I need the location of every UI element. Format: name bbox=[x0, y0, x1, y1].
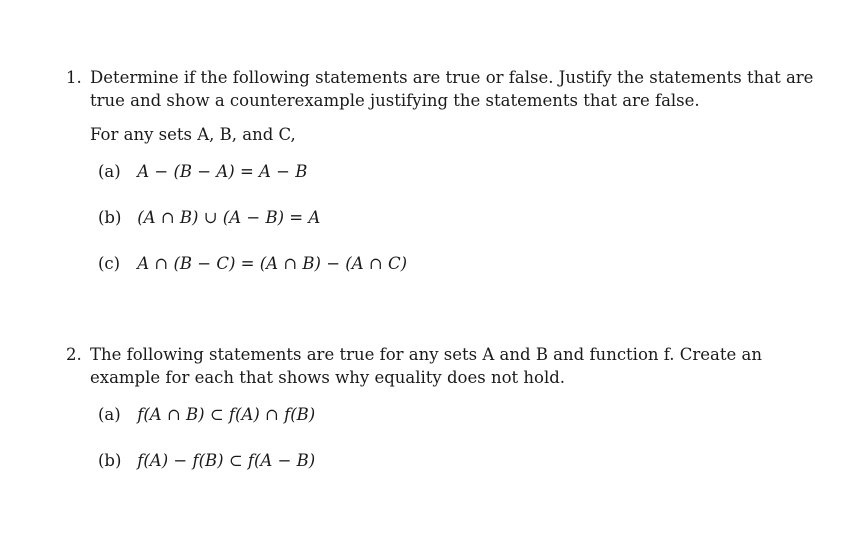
problem-1-item-a bbox=[98, 160, 806, 183]
problem-statement-line-1: Determine if the following statements are true or false. Justify the statements that are bbox=[90, 68, 814, 87]
problem-statement-line-2: true and show a counterexample justifying the statements that are false. bbox=[90, 91, 700, 110]
item-label: (a) bbox=[98, 405, 121, 424]
item-label: (c) bbox=[98, 254, 121, 273]
item-expression: A − (B − A) = A − B bbox=[137, 162, 308, 181]
item-label: (b) bbox=[98, 451, 122, 470]
problem-1 bbox=[66, 66, 814, 275]
item-label: (b) bbox=[98, 208, 122, 227]
problem-intro: For any sets A, B, and C, bbox=[90, 125, 296, 144]
item-label: (a) bbox=[98, 162, 121, 181]
problem-2-item-a bbox=[98, 403, 806, 426]
problem-statement-line-1: The following statements are true for any sets A and B and function f. Create an bbox=[90, 345, 762, 364]
problem-2-item-b bbox=[98, 449, 806, 472]
problem-1-item-b bbox=[98, 206, 806, 229]
item-expression: f(A) − f(B) ⊂ f(A − B) bbox=[137, 451, 316, 470]
problem-number: 2. bbox=[66, 345, 82, 364]
problem-2 bbox=[66, 343, 806, 472]
problem-number: 1. bbox=[66, 68, 82, 87]
item-expression: (A ∩ B) ∪ (A − B) = A bbox=[137, 208, 321, 227]
item-expression: f(A ∩ B) ⊂ f(A) ∩ f(B) bbox=[137, 405, 316, 424]
problem-statement-line-2: example for each that shows why equality does not hold. bbox=[90, 368, 566, 387]
item-expression: A ∩ (B − C) = (A ∩ B) − (A ∩ C) bbox=[137, 254, 408, 273]
problem-1-item-c bbox=[98, 252, 806, 275]
